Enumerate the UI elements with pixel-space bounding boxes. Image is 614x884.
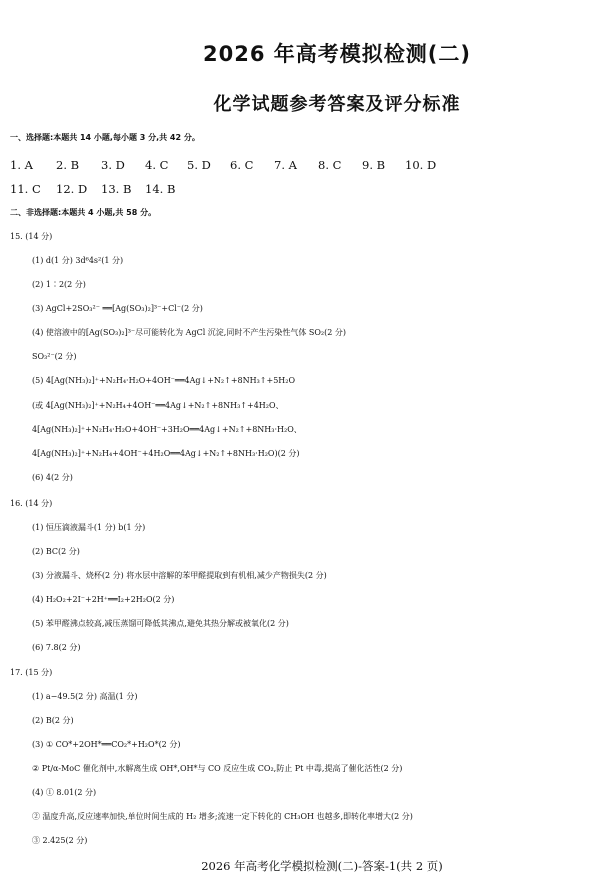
answer-11: 11. C	[10, 182, 41, 196]
q17-answer-3b: ② Pt/α-MoC 催化剂中,水解离生成 OH*,OH*与 CO 反应生成 CO₂,防止 Pt 中毒,提高了催化活性(2 分)	[32, 764, 403, 773]
section2-heading: 二、非选择题:本题共 4 小题,共 58 分。	[10, 208, 157, 217]
q16-answer-3: (3) 分液漏斗、烧杯(2 分) 将水层中溶解的苯甲醛提取到有机相,减少产物损失(2 分)	[32, 571, 327, 580]
answer-2: 2. B	[56, 158, 80, 172]
q15-answer-1: (1) d(1 分) 3d⁶4s²(1 分)	[32, 256, 124, 265]
q16-answer-4: (4) H₂O₂+2I⁻+2H⁺══I₂+2H₂O(2 分)	[32, 595, 175, 604]
answer-12: 12. D	[56, 182, 88, 196]
q15-heading: 15. (14 分)	[10, 232, 53, 241]
q17-answer-4c: ③ 2.425(2 分)	[32, 836, 88, 845]
q17-answer-4b: ② 温度升高,反应速率加快,单位时间生成的 H₂ 增多;流速一定下转化的 CH₃OH 也越多,即转化率增大(2 分)	[32, 812, 413, 821]
q17-answer-2: (2) B(2 分)	[32, 716, 74, 725]
q17-answer-1: (1) a−49.5(2 分) 高温(1 分)	[32, 692, 138, 701]
answer-1: 1. A	[10, 158, 33, 172]
answer-5: 5. D	[187, 158, 211, 172]
q15-answer-5-alt2: 4[Ag(NH₃)₂]⁺+N₂H₄·H₂O+4OH⁻+3H₂O══4Ag↓+N₂↑+8NH₃·H₂O、	[32, 425, 302, 434]
q16-answer-5: (5) 苯甲醛沸点较高,减压蒸馏可降低其沸点,避免其热分解或被氧化(2 分)	[32, 619, 289, 628]
answer-3: 3. D	[101, 158, 125, 172]
q15-answer-3: (3) AgCl+2SO₃²⁻ ══[Ag(SO₃)₂]³⁻+Cl⁻(2 分)	[32, 304, 203, 313]
q16-answer-1: (1) 恒压滴液漏斗(1 分) b(1 分)	[32, 523, 146, 532]
q15-answer-2: (2) 1∶2(2 分)	[32, 280, 86, 289]
answer-8: 8. C	[318, 158, 342, 172]
answer-7: 7. A	[274, 158, 297, 172]
q15-answer-4: (4) 使溶液中的[Ag(SO₃)₂]³⁻尽可能转化为 AgCl 沉淀,同时不产生污染性气体 SO₂(2 分)	[32, 328, 347, 337]
q17-answer-3: (3) ① CO*+2OH*══CO₂*+H₂O*(2 分)	[32, 740, 181, 749]
answer-14: 14. B	[145, 182, 176, 196]
q15-answer-6: (6) 4(2 分)	[32, 473, 73, 482]
answer-13: 13. B	[101, 182, 132, 196]
q17-answer-4: (4) ① 8.01(2 分)	[32, 788, 97, 797]
answer-10: 10. D	[405, 158, 437, 172]
q16-heading: 16. (14 分)	[10, 499, 53, 508]
page-footer: 2026 年高考化学模拟检测(二)-答案-1(共 2 页)	[201, 859, 443, 873]
section1-heading: 一、选择题:本题共 14 小题,每小题 3 分,共 42 分。	[10, 133, 200, 142]
answer-6: 6. C	[230, 158, 254, 172]
page-subtitle: 化学试题参考答案及评分标准	[213, 94, 461, 115]
q15-answer-4b: SO₃²⁻(2 分)	[32, 352, 77, 361]
answer-4: 4. C	[145, 158, 169, 172]
page-title: 2026 年高考模拟检测(二)	[203, 42, 471, 66]
q16-answer-2: (2) BC(2 分)	[32, 547, 80, 556]
q15-answer-5-alt1: (或 4[Ag(NH₃)₂]⁺+N₂H₄+4OH⁻══4Ag↓+N₂↑+8NH₃↑+4H₂O、	[32, 401, 284, 410]
q15-answer-5: (5) 4[Ag(NH₃)₂]⁺+N₂H₄·H₂O+4OH⁻══4Ag↓+N₂↑+8NH₃↑+5H₂O	[32, 376, 296, 385]
answer-9: 9. B	[362, 158, 386, 172]
q16-answer-6: (6) 7.8(2 分)	[32, 643, 81, 652]
q17-heading: 17. (15 分)	[10, 668, 53, 677]
q15-answer-5-alt3: 4[Ag(NH₃)₂]⁺+N₂H₄+4OH⁻+4H₂O══4Ag↓+N₂↑+8NH₃·H₂O)(2 分)	[32, 449, 300, 458]
